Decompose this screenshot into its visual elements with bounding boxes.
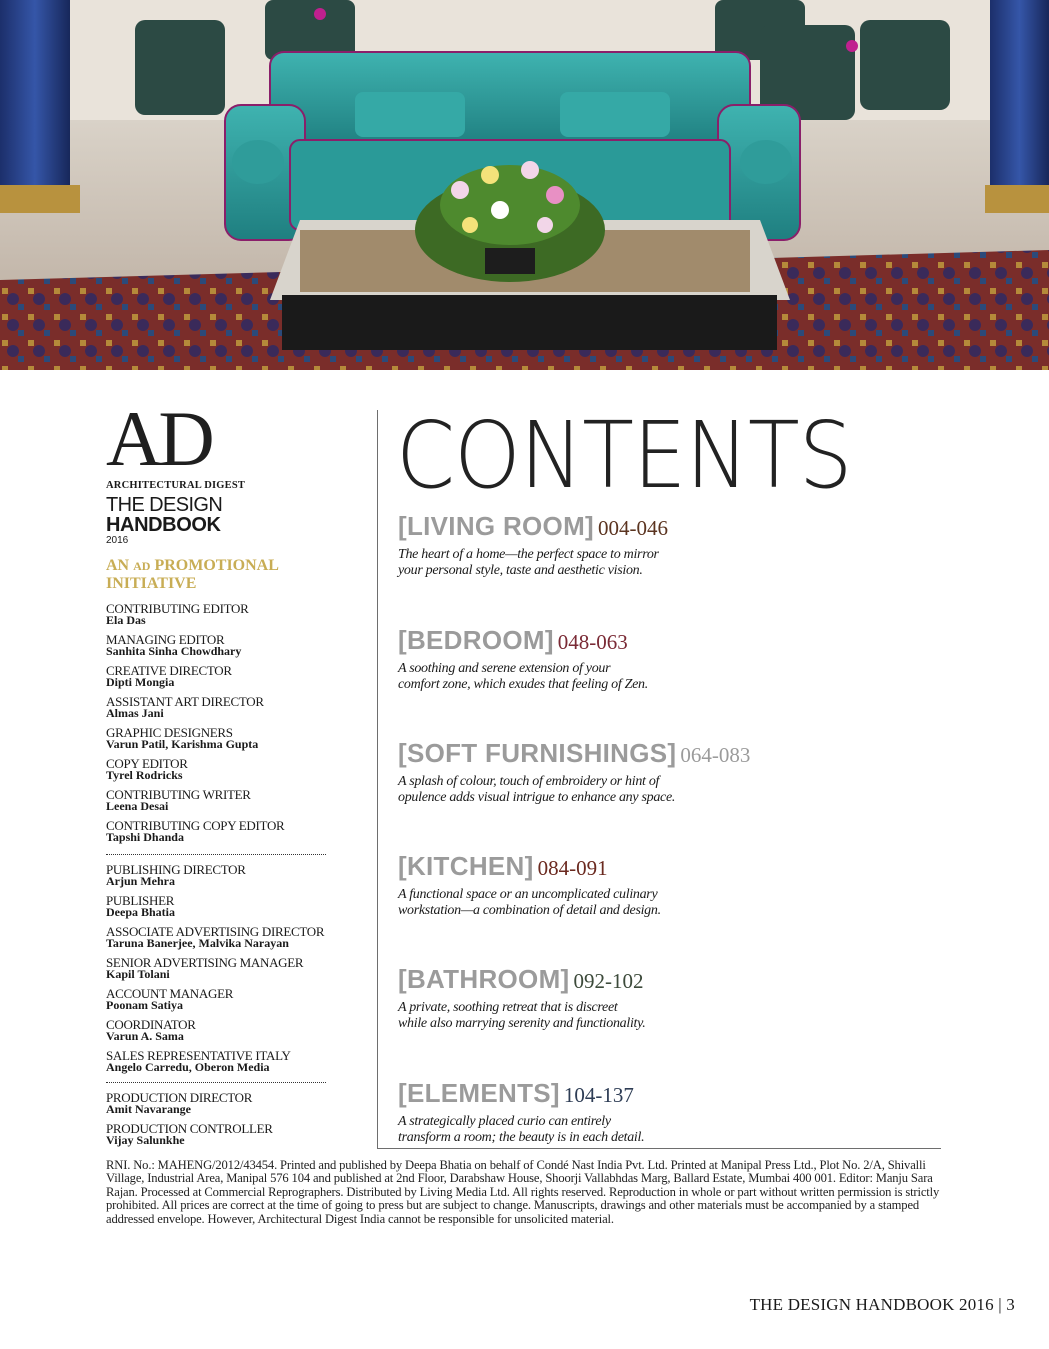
handbook-year: 2016 (106, 535, 129, 546)
contents-entry-bathroom[interactable] (398, 964, 918, 1032)
handbook-title-line1: THE DESIGN (106, 494, 223, 516)
credit-item (106, 603, 326, 634)
living-room-illustration (0, 0, 1049, 370)
credit-role: GRAPHIC DESIGNERS (106, 725, 233, 740)
entry-title: [KITCHEN] (398, 851, 534, 881)
entry-description (398, 1000, 728, 1032)
entry-description (398, 887, 728, 919)
promo-prefix: AN (106, 557, 134, 574)
column-divider (377, 410, 378, 1148)
credit-item (106, 727, 326, 758)
credit-name: Varun Patil, Karishma Gupta (106, 737, 259, 751)
credit-item (106, 895, 326, 926)
entry-desc-line: while also marrying serenity and functionality. (398, 1016, 646, 1031)
credit-role: ASSOCIATE ADVERTISING DIRECTOR (106, 924, 325, 939)
publication-fine-print: RNI. No.: MAHENG/2012/43454. Printed and published by Deepa Bhatia on behalf of Condé Nast India Pvt. Ltd. Printed at Manipal Press Ltd., Plot No. 2/A, Shivalli Village, Industrial Area, Manipal 576 104 and published at 2nd Floor, Darabshaw House, Shoorji Vallabhdas Marg, Ballard Estate, Mumbai 400 001. Editor: Manju Sara Rajan. Processed at Commercial Reprographers. Distributed by Living Media Ltd. All rights reserved. Reproduction in whole or part without written permission is strictly prohibited. All prices are correct at the time of going to press but are subject to change. Manuscripts, drawings and other materials must be accompanied by a stamped addressed envelope. However, Architectural Digest India cannot be responsible for unsolicited material. (106, 1158, 940, 1226)
credit-role: CONTRIBUTING COPY EDITOR (106, 818, 285, 833)
credit-item (106, 696, 326, 727)
hero-photo (0, 0, 1049, 370)
credit-role: ACCOUNT MANAGER (106, 986, 234, 1001)
credit-item (106, 758, 326, 789)
entry-description (398, 774, 728, 806)
entry-pages: 104-137 (563, 1083, 634, 1107)
promo-rest: PROMOTIONAL INITIATIVE (106, 557, 279, 592)
credit-name: Dipti Mongia (106, 675, 175, 689)
credits-publishing (106, 864, 326, 1081)
credits-production (106, 1092, 326, 1154)
credit-item (106, 665, 326, 696)
contents-entry-living-room[interactable] (398, 511, 918, 579)
entry-desc-line: transform a room; the beauty is in each detail. (398, 1130, 645, 1145)
contents-bottom-rule (377, 1148, 941, 1149)
credit-name: Arjun Mehra (106, 874, 175, 888)
promo-ad: AD (133, 559, 151, 573)
credit-role: MANAGING EDITOR (106, 632, 225, 647)
credit-role: SALES REPRESENTATIVE ITALY (106, 1048, 291, 1063)
credit-name: Leena Desai (106, 799, 169, 813)
credits-divider (106, 1082, 326, 1083)
entry-pages: 084-091 (537, 856, 608, 880)
credit-item (106, 864, 326, 895)
entry-pages: 064-083 (680, 743, 751, 767)
credit-item (106, 1019, 326, 1050)
credit-name: Varun A. Sama (106, 1029, 184, 1043)
credit-name: Amit Navarange (106, 1102, 191, 1116)
credits-divider (106, 854, 326, 855)
entry-title: [BEDROOM] (398, 625, 554, 655)
credit-item (106, 957, 326, 988)
masthead (106, 395, 336, 593)
credit-role: COPY EDITOR (106, 756, 188, 771)
credit-item (106, 1123, 326, 1154)
entry-desc-line: The heart of a home—the perfect space to mirror (398, 547, 659, 562)
entry-pages: 048-063 (557, 630, 628, 654)
entry-desc-line: A splash of colour, touch of embroidery or hint of (398, 774, 660, 789)
credit-name: Almas Jani (106, 706, 164, 720)
credit-name: Deepa Bhatia (106, 905, 175, 919)
entry-desc-line: your personal style, taste and aesthetic vision. (398, 563, 643, 578)
entry-desc-line: A private, soothing retreat that is discreet (398, 1000, 618, 1015)
credit-name: Tapshi Dhanda (106, 830, 184, 844)
contents-entry-kitchen[interactable] (398, 851, 918, 919)
credit-name: Sanhita Sinha Chowdhary (106, 644, 242, 658)
entry-pages: 092-102 (573, 969, 644, 993)
entry-title: [SOFT FURNISHINGS] (398, 738, 677, 768)
page-folio: THE DESIGN HANDBOOK 2016 | 3 (749, 1295, 1015, 1314)
credit-item (106, 1092, 326, 1123)
credit-role: CREATIVE DIRECTOR (106, 663, 232, 678)
credit-item (106, 988, 326, 1019)
contents-entry-elements[interactable] (398, 1078, 918, 1146)
credit-role: PUBLISHER (106, 893, 175, 908)
credit-role: PRODUCTION DIRECTOR (106, 1090, 253, 1105)
credit-name: Vijay Salunkhe (106, 1133, 185, 1147)
credit-role: COORDINATOR (106, 1017, 196, 1032)
entry-desc-line: A strategically placed curio can entirely (398, 1114, 611, 1129)
entry-description (398, 661, 728, 693)
entry-desc-line: A soothing and serene extension of your (398, 661, 611, 676)
entry-title: [BATHROOM] (398, 964, 570, 994)
entry-desc-line: workstation—a combination of detail and design. (398, 903, 661, 918)
promo-initiative (106, 557, 306, 593)
credit-item (106, 789, 326, 820)
entry-desc-line: opulence adds visual intrigue to enhance any space. (398, 790, 676, 805)
entry-title: [ELEMENTS] (398, 1078, 560, 1108)
contents-heading: CONTENTS (396, 402, 852, 509)
credit-name: Tyrel Rodricks (106, 768, 183, 782)
entry-description (398, 547, 728, 579)
credit-item (106, 926, 326, 957)
credit-name: Ela Das (106, 613, 146, 627)
handbook-title-line2: HANDBOOK (106, 514, 221, 536)
credit-name: Poonam Satiya (106, 998, 184, 1012)
credit-item (106, 820, 326, 851)
credit-role: SENIOR ADVERTISING MANAGER (106, 955, 304, 970)
contents-entry-bedroom[interactable] (398, 625, 918, 693)
ad-logo: AD (106, 395, 211, 482)
contents-entry-soft-furnishings[interactable] (398, 738, 918, 806)
entry-pages: 004-046 (598, 516, 668, 540)
credit-role: ASSISTANT ART DIRECTOR (106, 694, 264, 709)
credits-editorial (106, 603, 326, 851)
entry-title: [LIVING ROOM] (398, 511, 594, 541)
credit-role: PRODUCTION CONTROLLER (106, 1121, 273, 1136)
entry-description (398, 1114, 728, 1146)
entry-desc-line: comfort zone, which exudes that feeling of Zen. (398, 677, 648, 692)
credit-name: Kapil Tolani (106, 967, 170, 981)
credit-name: Taruna Banerjee, Malvika Narayan (106, 936, 289, 950)
credit-role: CONTRIBUTING EDITOR (106, 601, 249, 616)
credit-role: PUBLISHING DIRECTOR (106, 862, 246, 877)
credit-name: Angelo Carredu, Oberon Media (106, 1060, 270, 1074)
entry-desc-line: A functional space or an uncomplicated culinary (398, 887, 658, 902)
credit-item (106, 1050, 326, 1081)
credit-item (106, 634, 326, 665)
ad-logo-subtitle: ARCHITECTURAL DIGEST (106, 480, 246, 491)
credit-role: CONTRIBUTING WRITER (106, 787, 251, 802)
